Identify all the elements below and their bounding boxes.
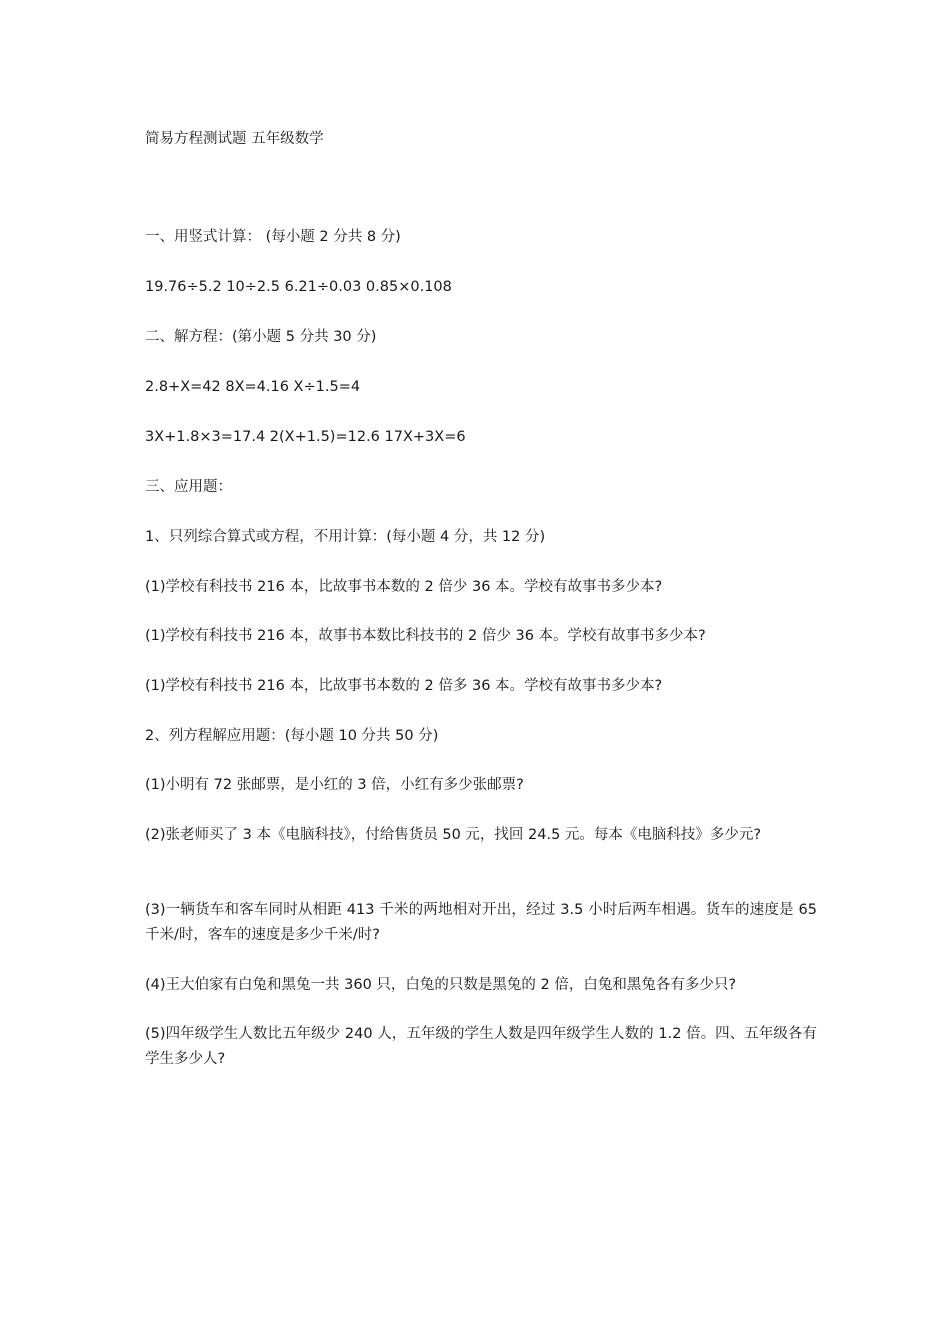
section-1-problems: 19.76÷5.2 10÷2.5 6.21÷0.03 0.85×0.108 (145, 279, 452, 295)
part-2-question: (2)张老师买了 3 本《电脑科技》，付给售货员 50 元，找回 24.5 元。每本《电脑科技》多少元? (145, 827, 762, 843)
section-2-equations-row-2: 3X+1.8×3=17.4 2(X+1.5)=12.6 17X+3X=6 (145, 429, 466, 445)
section-2-equations-row-1: 2.8+X=42 8X=4.16 X÷1.5=4 (145, 379, 361, 395)
section-1-heading: 一、用竖式计算： (每小题 2 分共 8 分) (145, 229, 401, 245)
part-2-question: (4)王大伯家有白兔和黑兔一共 360 只，白兔的只数是黑兔的 2 倍，白兔和黑兔各有多少只? (145, 977, 737, 993)
part-2-question: (5)四年级学生人数比五年级少 240 人，五年级的学生人数是四年级学生人数的 1.2 倍。四、五年级各有学生多少人? (145, 1026, 817, 1067)
part-1-question: (1)学校有科技书 216 本，故事书本数比科技书的 2 倍少 36 本。学校有故事书多少本? (145, 628, 706, 644)
section-3-heading: 三、应用题： (145, 479, 232, 495)
part-2-heading: 2、列方程解应用题：(每小题 10 分共 50 分) (145, 728, 439, 744)
section-2-heading: 二、解方程：(第小题 5 分共 30 分) (145, 329, 377, 345)
document-title: 简易方程测试题 五年级数学 (145, 131, 324, 147)
part-1-question: (1)学校有科技书 216 本，比故事书本数的 2 倍少 36 本。学校有故事书多少本? (145, 579, 663, 595)
part-1-heading: 1、只列综合算式或方程，不用计算：(每小题 4 分，共 12 分) (145, 529, 546, 545)
part-2-question: (1)小明有 72 张邮票，是小红的 3 倍，小红有多少张邮票? (145, 777, 524, 793)
part-1-question: (1)学校有科技书 216 本，比故事书本数的 2 倍多 36 本。学校有故事书多少本? (145, 678, 663, 694)
part-2-question: (3)一辆货车和客车同时从相距 413 千米的两地相对开出，经过 3.5 小时后两车相遇。货车的速度是 65 千米/时，客车的速度是多少千米/时? (145, 902, 817, 943)
